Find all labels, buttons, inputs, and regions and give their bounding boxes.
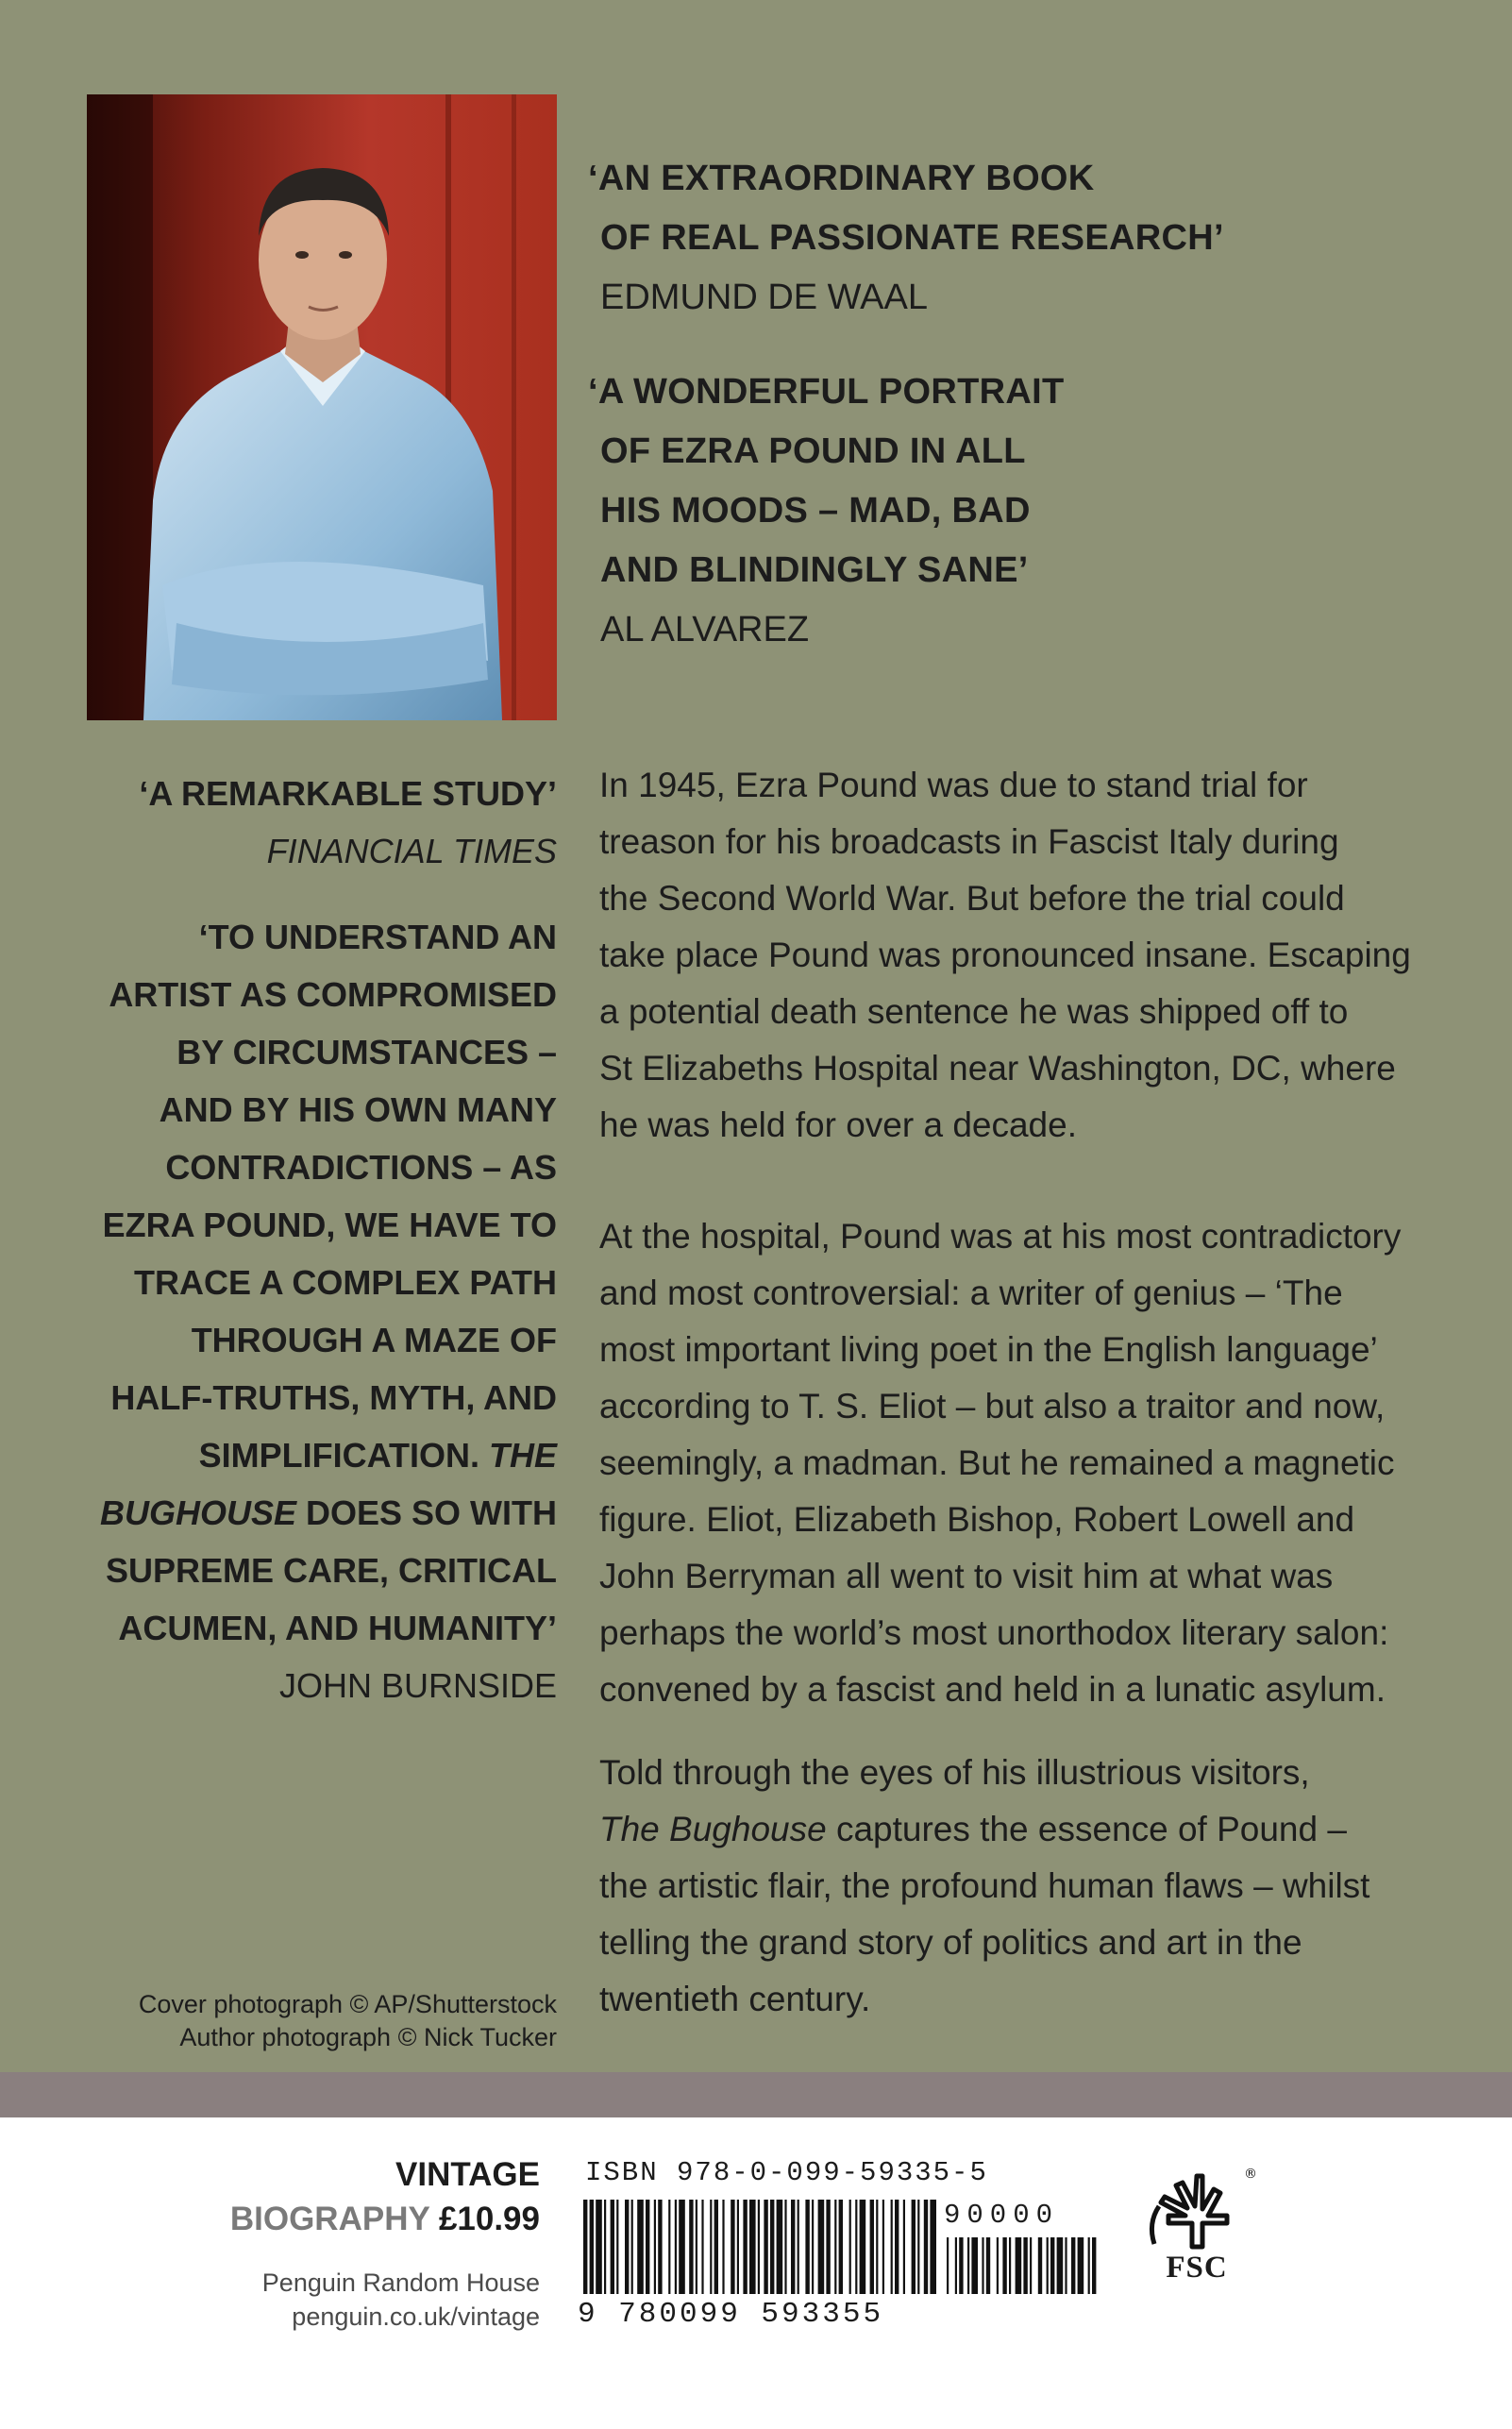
barcode-bar — [758, 2200, 760, 2294]
barcode-bar — [611, 2200, 614, 2294]
barcode-bar — [839, 2200, 843, 2294]
quote-line — [28, 1484, 557, 1542]
blurb-line: In 1945, Ezra Pound was due to stand trial for — [599, 766, 1308, 804]
barcode-bar — [870, 2200, 874, 2294]
addon-bar — [982, 2237, 983, 2294]
quote-line: OF REAL PASSIONATE RESEARCH’ — [600, 218, 1224, 258]
barcode-bar — [826, 2200, 830, 2294]
barcode-bar — [791, 2200, 795, 2294]
quote-source: JOHN BURNSIDE — [278, 1666, 557, 1705]
quote-source: FINANCIAL TIMES — [266, 832, 557, 870]
quote-source: EDMUND DE WAAL — [600, 278, 928, 317]
barcode-bar — [668, 2200, 670, 2294]
barcode-bar — [743, 2200, 747, 2294]
quote-line: BY CIRCUMSTANCES – — [176, 1033, 557, 1071]
barcode-bar — [701, 2200, 703, 2294]
barcode-bar — [658, 2200, 662, 2294]
addon-bar — [997, 2237, 999, 2294]
blurb-paragraph-3 — [599, 1745, 1477, 2028]
quote-financial-times — [28, 765, 557, 880]
addon-digits: 90000 — [944, 2200, 1060, 2231]
barcode-bar — [616, 2200, 618, 2294]
addon-bar — [1023, 2237, 1027, 2294]
book-title: BUGHOUSE — [99, 1493, 296, 1532]
quote-line — [28, 1426, 557, 1484]
barcode-bar — [917, 2200, 919, 2294]
publisher-house-block — [262, 2266, 540, 2334]
quote-al-alvarez — [588, 363, 1475, 660]
barcode-bar — [737, 2200, 739, 2294]
barcode-bar — [924, 2200, 928, 2294]
quote-line: ‘A WONDERFUL PORTRAIT — [588, 372, 1065, 412]
blurb-line: he was held for over a decade. — [599, 1105, 1077, 1144]
barcode-bar — [696, 2200, 697, 2294]
barcode-bar — [891, 2200, 893, 2294]
addon-bar — [947, 2237, 949, 2294]
barcode-bar — [710, 2200, 712, 2294]
barcode-bar — [860, 2200, 866, 2294]
blurb-line: St Elizabeths Hospital near Washington, DC, where — [599, 1049, 1396, 1088]
publisher-url: penguin.co.uk/vintage — [292, 2302, 540, 2331]
barcode-bar — [625, 2200, 629, 2294]
blurb-line: convened by a fascist and held in a lunatic asylum. — [599, 1670, 1386, 1709]
addon-bar — [1065, 2237, 1067, 2294]
barcode-bar — [631, 2200, 633, 2294]
quote-line: OF EZRA POUND IN ALL — [600, 431, 1026, 471]
barcode-bar — [876, 2200, 878, 2294]
publisher-house: Penguin Random House — [261, 2269, 540, 2297]
barcode-bar — [604, 2200, 606, 2294]
blurb-line: according to T. S. Eliot – but also a traitor and now, — [599, 1387, 1386, 1425]
barcode-bar — [722, 2200, 724, 2294]
barcode-bar — [770, 2200, 774, 2294]
quote-text: DOES SO WITH — [295, 1493, 557, 1532]
isbn-label: ISBN 978-0-099-59335-5 — [585, 2157, 988, 2188]
blurb-line: Told through the eyes of his illustrious visitors, — [599, 1753, 1310, 1792]
quote-line: ACUMEN, AND HUMANITY’ — [118, 1609, 557, 1647]
addon-bar — [1071, 2237, 1075, 2294]
barcode-bar — [798, 2200, 799, 2294]
fsc-tree-icon — [1140, 2157, 1257, 2252]
fsc-logo — [1140, 2157, 1257, 2286]
addon-bar — [1047, 2237, 1049, 2294]
barcode-bar — [882, 2200, 884, 2294]
quote-text: SIMPLIFICATION. — [198, 1436, 489, 1475]
addon-bar — [971, 2237, 978, 2294]
blurb-text: captures the essence of Pound – — [826, 1810, 1347, 1848]
barcode-bar — [784, 2200, 786, 2294]
barcode-bar — [849, 2200, 851, 2294]
addon-bar — [1016, 2237, 1022, 2294]
blurb-line: figure. Eliot, Elizabeth Bishop, Robert Lowell and — [599, 1500, 1355, 1539]
barcode-bar — [834, 2200, 836, 2294]
addon-bar — [1088, 2237, 1090, 2294]
barcode-bar — [590, 2200, 594, 2294]
blurb-line: seemingly, a madman. But he remained a magnetic — [599, 1443, 1395, 1482]
addon-bar — [1050, 2237, 1054, 2294]
quote-line: AND BY HIS OWN MANY — [159, 1090, 557, 1129]
blurb-line — [599, 1801, 1477, 1858]
quote-line: ‘A REMARKABLE STUDY’ — [139, 774, 557, 813]
addon-bar — [967, 2237, 969, 2294]
blurb-line: the Second World War. But before the trial could — [599, 879, 1345, 918]
barcode-bar — [777, 2200, 783, 2294]
blurb-line: and most controversial: a writer of genius – ‘The — [599, 1274, 1343, 1312]
fsc-label: FSC — [1166, 2251, 1228, 2285]
blurb-line: At the hospital, Pound was at his most contradictory — [599, 1217, 1402, 1256]
author-photo-credit: Author photograph © Nick Tucker — [179, 2023, 557, 2051]
addon-bar — [1009, 2237, 1011, 2294]
cover-photo-credit: Cover photograph © AP/Shutterstock — [138, 1990, 557, 2018]
quote-line: ARTIST AS COMPROMISED — [109, 975, 557, 1014]
barcode-bar — [805, 2200, 809, 2294]
quote-source: AL ALVAREZ — [600, 610, 810, 649]
barcode-bar — [689, 2200, 693, 2294]
addon-bar — [1078, 2237, 1084, 2294]
quote-line: THROUGH A MAZE OF — [191, 1321, 557, 1359]
addon-bar — [955, 2237, 957, 2294]
barcode-bar — [818, 2200, 825, 2294]
addon-bar — [959, 2237, 963, 2294]
quote-line: EZRA POUND, WE HAVE TO — [102, 1206, 557, 1244]
barcode-bar — [855, 2200, 857, 2294]
barcode-bar — [714, 2200, 718, 2294]
quote-line: CONTRADICTIONS – AS — [165, 1148, 557, 1187]
price-label: £10.99 — [438, 2201, 540, 2237]
barcode-bar — [764, 2200, 767, 2294]
blurb-paragraph-1 — [599, 757, 1477, 1154]
barcode-bar — [583, 2200, 587, 2294]
divider-band — [0, 2072, 1512, 2117]
addon-bar — [1030, 2237, 1032, 2294]
blurb-line: a potential death sentence he was shipped off to — [599, 992, 1349, 1031]
blurb-paragraph-2 — [599, 1208, 1477, 1718]
blurb-line: telling the grand story of politics and art in the — [599, 1923, 1302, 1962]
publisher-block — [230, 2152, 540, 2241]
addon-bar — [1057, 2237, 1064, 2294]
barcode-bar — [596, 2200, 602, 2294]
barcode-bar — [930, 2200, 936, 2294]
ean-digits: 9 780099 593355 — [578, 2298, 884, 2331]
addon-bar — [1002, 2237, 1006, 2294]
addon-bar — [1038, 2237, 1042, 2294]
quote-line: HIS MOODS – MAD, BAD — [600, 491, 1031, 531]
blurb-line: John Berryman all went to visit him at what was — [599, 1557, 1334, 1595]
quote-line: HALF-TRUTHS, MYTH, AND — [110, 1378, 557, 1417]
barcode-bar — [675, 2200, 677, 2294]
barcode-bar — [903, 2200, 905, 2294]
book-title: The Bughouse — [599, 1810, 827, 1848]
imprint-name: VINTAGE — [395, 2156, 540, 2193]
quote-line: TRACE A COMPLEX PATH — [134, 1263, 557, 1302]
blurb-line: treason for his broadcasts in Fascist Italy during — [599, 822, 1339, 861]
addon-bar — [1092, 2237, 1096, 2294]
barcode-bar — [812, 2200, 814, 2294]
book-title: THE — [489, 1436, 557, 1475]
quote-line: ‘TO UNDERSTAND AN — [198, 918, 557, 956]
blurb-line: the artistic flair, the profound human flaws – whilst — [599, 1866, 1370, 1905]
barcode-bar — [637, 2200, 644, 2294]
blurb-line: most important living poet in the English language’ — [599, 1330, 1378, 1369]
quote-line: ‘AN EXTRAORDINARY BOOK — [588, 159, 1095, 198]
author-photograph — [87, 94, 557, 720]
registered-mark: ® — [1244, 2167, 1257, 2182]
barcode-bar — [749, 2200, 756, 2294]
barcode-bar — [654, 2200, 656, 2294]
quote-edmund-de-waal — [588, 149, 1475, 328]
barcode-bar — [895, 2200, 899, 2294]
quote-john-burnside — [28, 908, 557, 1714]
quote-line: AND BLINDINGLY SANE’ — [600, 550, 1029, 590]
category-price — [230, 2197, 540, 2241]
blurb-line: take place Pound was pronounced insane. Escaping — [599, 936, 1411, 974]
author-photo-illustration — [87, 94, 557, 720]
photo-credits — [57, 1988, 557, 2054]
quote-line: SUPREME CARE, CRITICAL — [105, 1551, 557, 1590]
barcode-bar — [646, 2200, 649, 2294]
category-label: BIOGRAPHY — [229, 2201, 430, 2237]
addon-bar — [986, 2237, 990, 2294]
barcode-bar — [912, 2200, 916, 2294]
barcode-bar — [679, 2200, 685, 2294]
blurb-line: perhaps the world’s most unorthodox literary salon: — [599, 1613, 1389, 1652]
barcode-bar — [731, 2200, 734, 2294]
blurb-line: twentieth century. — [599, 1980, 871, 2018]
